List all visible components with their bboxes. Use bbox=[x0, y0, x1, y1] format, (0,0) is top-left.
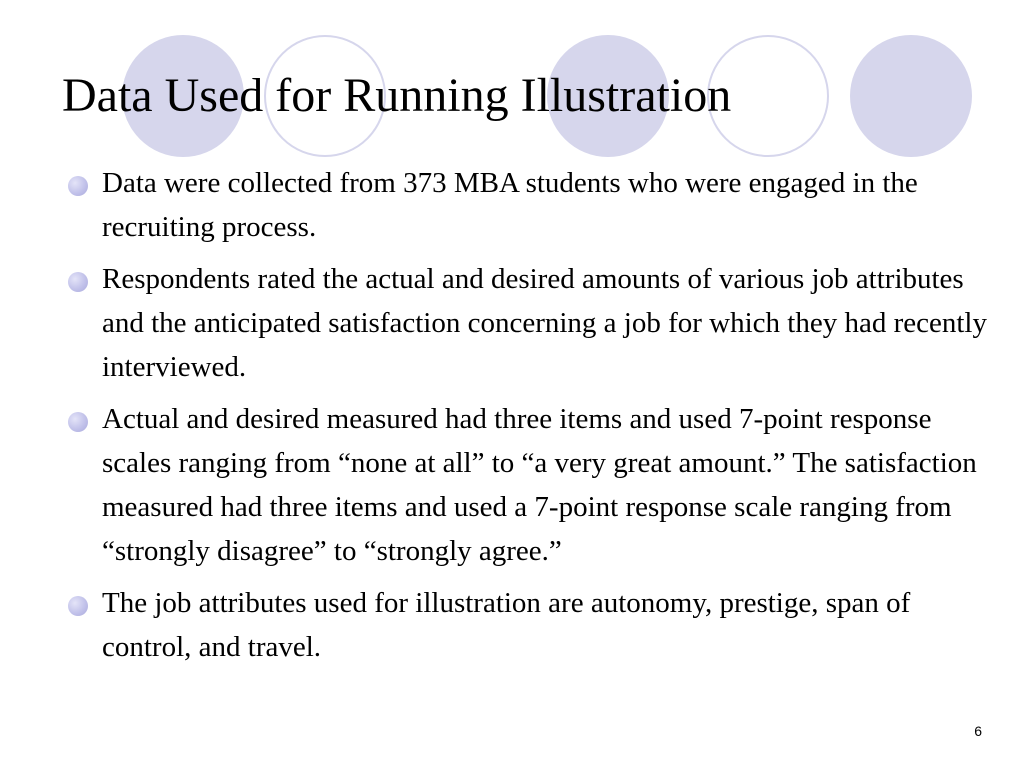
bullet-icon bbox=[68, 176, 88, 196]
bullet-text: Data were collected from 373 MBA students who were engaged in the recruiting process. bbox=[102, 167, 918, 243]
bullet-item bbox=[0, 397, 1000, 573]
bullet-item bbox=[0, 161, 1000, 249]
bullet-text: Respondents rated the actual and desired amounts of various job attributes and the anticipated satisfaction concerning a job for which they had recently interviewed. bbox=[102, 263, 987, 383]
bullet-icon bbox=[68, 272, 88, 292]
bullet-list bbox=[0, 161, 1000, 677]
bullet-icon bbox=[68, 596, 88, 616]
bullet-text: Actual and desired measured had three items and used 7-point response scales ranging from “none at all” to “a very great amount.” The satisfaction measured had three items and used a 7-point response scale ranging from “strongly disagree” to “strongly agree.” bbox=[102, 403, 977, 567]
decorative-circle-filled bbox=[850, 35, 972, 157]
bullet-icon bbox=[68, 412, 88, 432]
bullet-item bbox=[0, 257, 1000, 389]
bullet-item bbox=[0, 581, 1000, 669]
bullet-text: The job attributes used for illustration are autonomy, prestige, span of control, and travel. bbox=[102, 587, 911, 663]
page-number: 6 bbox=[974, 723, 982, 739]
slide-title: Data Used for Running Illustration bbox=[62, 69, 732, 122]
